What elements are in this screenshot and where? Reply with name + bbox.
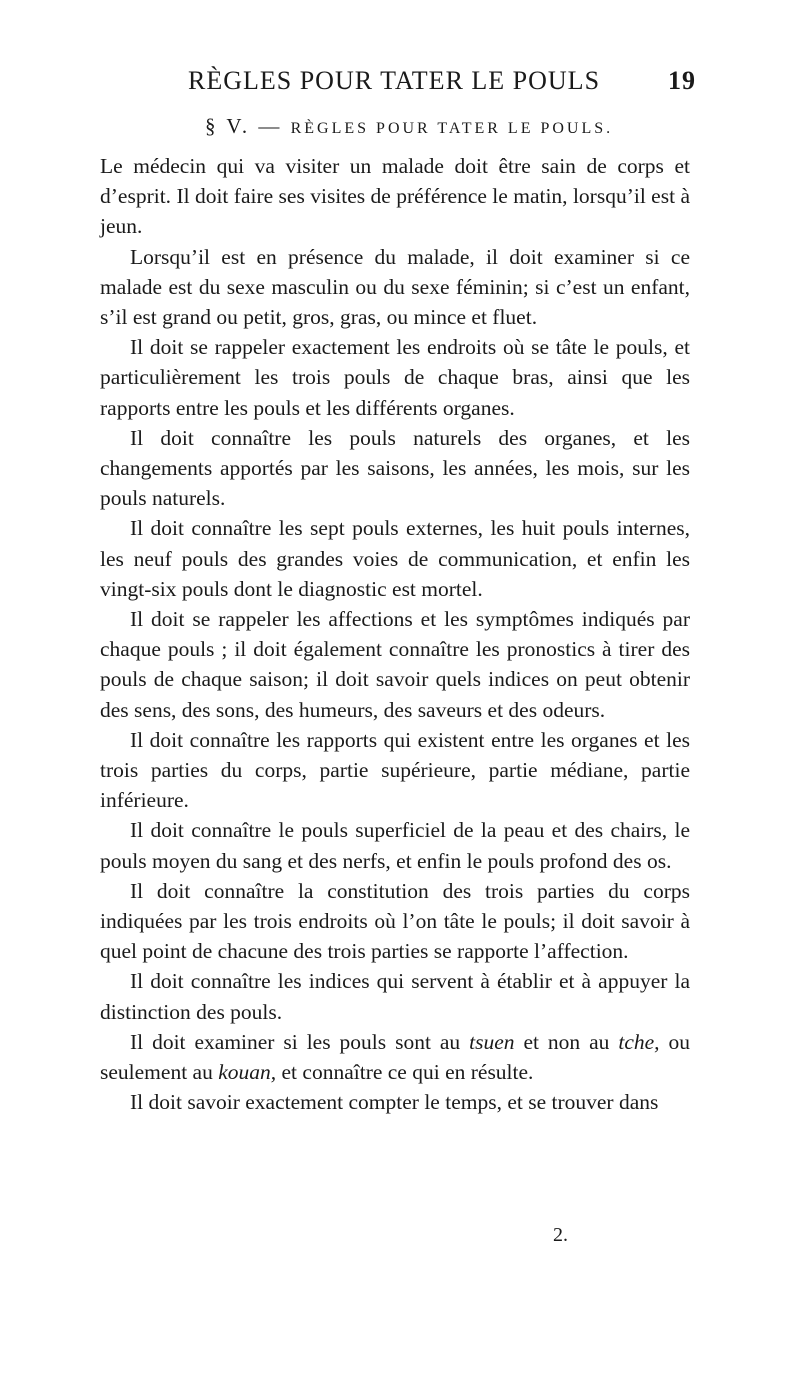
- paragraph-1: Le médecin qui va visiter un malade doit être sain de corps et d’esprit. Il doit faire ses visites de préférence le matin, lorsqu’il est à jeun.: [100, 154, 690, 239]
- signature-mark: 2.: [553, 1224, 568, 1246]
- section-symbol: § V.: [205, 114, 251, 138]
- paragraph-10: Il doit connaître les indices qui servent à établir et à appuyer la distinction des pouls.: [100, 969, 690, 1024]
- term-kouan: kouan,: [218, 1060, 277, 1085]
- paragraph-2: Lorsqu’il est en présence du malade, il doit examiner si ce malade est du sexe masculin ou du sexe féminin; si c’est un enfant, s’il est grand ou petit, gros, gras, ou mince et fluet.: [100, 244, 690, 330]
- paragraph-8: Il doit connaître le pouls superficiel de la peau et des chairs, le pouls moyen du sang et des nerfs, et enfin le pouls profond des os.: [100, 818, 690, 873]
- paragraph-12: Il doit savoir exactement compter le temps, et se trouver dans: [130, 1090, 659, 1115]
- paragraph-5: Il doit connaître les sept pouls externes, les huit pouls internes, les neuf pouls des grandes voies de communication, et enfin les vingt-six pouls dont le diagnostic est mortel.: [100, 516, 690, 601]
- page-number: 19: [668, 66, 696, 95]
- paragraph-11-text-a: Il doit examiner si les pouls sont au: [130, 1029, 470, 1054]
- paragraph-11: [100, 1027, 690, 1087]
- running-head-title: RÈGLES POUR TATER LE POULS: [188, 66, 601, 95]
- section-title: RÈGLES POUR TATER LE POULS.: [290, 120, 614, 137]
- paragraph-11-text-c: ou seulement au: [100, 1029, 690, 1085]
- paragraph-9: Il doit connaître la constitution des trois parties du corps indiquées par les trois endroits où l’on tâte le pouls; il doit savoir à quel point de chacune des trois parties se rapporte l’affection.: [100, 878, 690, 964]
- paragraph-7: Il doit connaître les rapports qui existent entre les organes et les trois parties du corps, partie supérieure, partie médiane, partie inférieure.: [100, 727, 690, 813]
- paragraph-4: Il doit connaître les pouls naturels des organes, et les changements apportés par les saisons, les années, les mois, sur les pouls naturels.: [100, 425, 690, 511]
- paragraph-6: Il doit se rappeler les affections et les symptômes indiqués par chaque pouls ; il doit également connaître les pronostics à tirer des pouls de chaque saison; il doit savoir quels indices on peut obtenir des sens, des sons, des humeurs, des saveurs et des odeurs.: [100, 607, 690, 722]
- section-heading: [205, 114, 613, 139]
- paragraph-11-text-b: et non au: [514, 1029, 619, 1054]
- paragraph-11-text-d: et connaître ce qui en résulte.: [276, 1060, 534, 1085]
- term-tche: tche,: [618, 1029, 660, 1054]
- paragraph-3: Il doit se rappeler exactement les endroits où se tâte le pouls, et particulièrement les trois pouls de chaque bras, ainsi que les rapports entre les pouls et les différents organes.: [100, 335, 690, 420]
- section-dash: —: [250, 114, 291, 138]
- body-text: [100, 151, 690, 1118]
- term-tsuen: tsuen: [469, 1029, 515, 1054]
